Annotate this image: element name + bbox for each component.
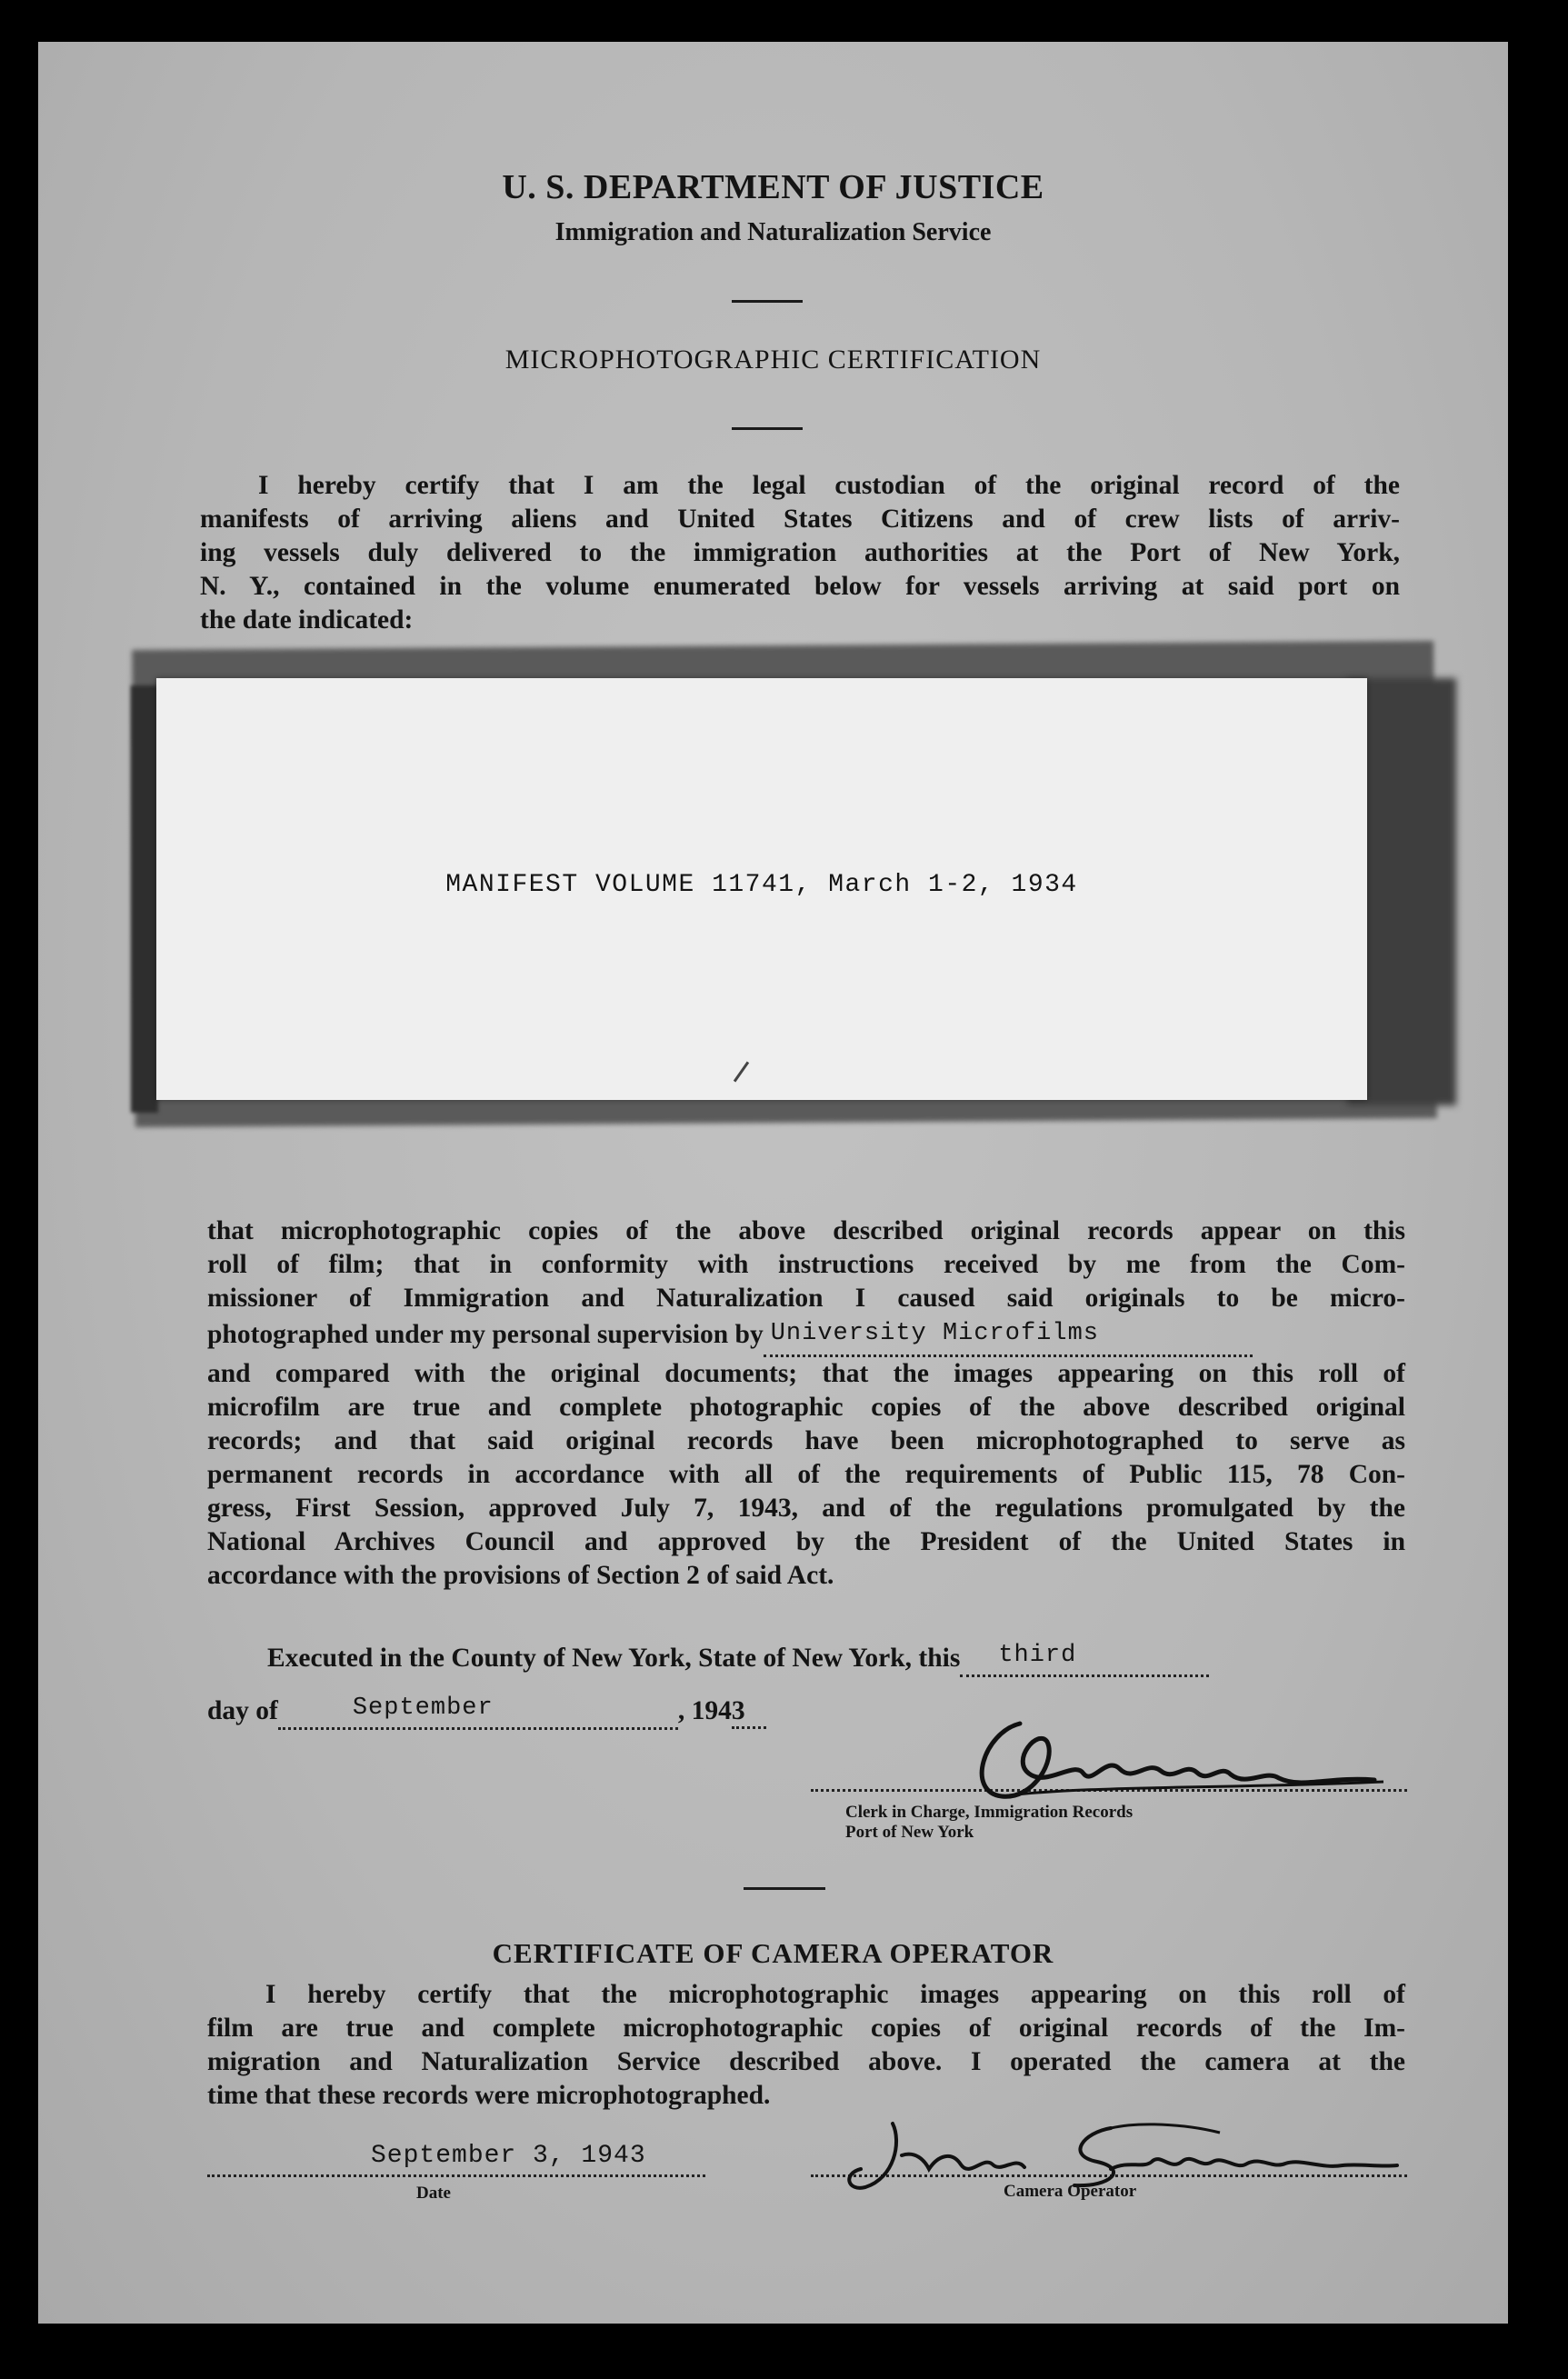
slip-shadow-left [131, 685, 158, 1113]
execution-prefix: Executed in the County of New York, State of New York, this [267, 1644, 961, 1673]
body-paragraph [207, 1214, 1405, 1593]
clerk-title-line: Clerk in Charge, Immigration Records [845, 1803, 1134, 1822]
clerk-title-line: Port of New York [845, 1823, 974, 1842]
certificate-page [38, 42, 1508, 2324]
supervision-prefix: photographed under my personal supervision by [207, 1320, 764, 1349]
date-line [207, 1696, 766, 1730]
supervision-line [207, 1318, 1405, 1357]
operator-date-value: September 3, 1943 [371, 2142, 646, 2170]
paragraph-line: accordance with the provisions of Section 2 of said Act. [207, 1561, 834, 1590]
pencil-mark [734, 1061, 749, 1082]
day-value: third [998, 1642, 1077, 1669]
supervisor-field [764, 1318, 1253, 1357]
paragraph-line: microfilm are true and complete photographic copies of the above described original [207, 1393, 1405, 1422]
date-label: Date [416, 2184, 451, 2203]
paragraph-line: ing vessels duly delivered to the immigration authorities at the Port of New York, [200, 538, 1400, 567]
paragraph-line: migration and Naturalization Service described above. I operated the camera at the [207, 2047, 1405, 2076]
agency-subtitle: Immigration and Naturalization Service [554, 218, 992, 246]
year-digit: 3 [731, 1696, 745, 1725]
year-prefix: , 194 [677, 1696, 732, 1725]
certification-title: MICROPHOTOGRAPHIC CERTIFICATION [504, 345, 1042, 375]
divider [732, 300, 803, 303]
paragraph-line: permanent records in accordance with all of the requirements of Public 115, 78 Con- [207, 1460, 1405, 1489]
paragraph-line: records; and that said original records have been microphotographed to serve as [207, 1426, 1405, 1455]
clerk-title [845, 1803, 1133, 1843]
paragraph-line: the date indicated: [200, 605, 414, 635]
camera-operator-paragraph [207, 1978, 1405, 2113]
month-field [278, 1696, 678, 1730]
paragraph-line: that microphotographic copies of the above described original records appear on this [207, 1216, 1405, 1245]
clerk-signature [947, 1705, 1402, 1805]
month-value: September [352, 1694, 494, 1722]
supervisor-value: University Microfilms [770, 1320, 1099, 1347]
volume-slip [156, 678, 1367, 1100]
camera-operator-label: Camera Operator [1004, 2182, 1137, 2201]
paragraph-line: and compared with the original documents; that the images appearing on this roll of [207, 1359, 1405, 1388]
divider [744, 1887, 825, 1890]
camera-operator-title: CERTIFICATE OF CAMERA OPERATOR [492, 1937, 1054, 1969]
divider [732, 427, 803, 430]
paragraph-line: roll of film; that in conformity with instructions received by me from the Com- [207, 1250, 1405, 1279]
paragraph-line: gress, First Session, approved July 7, 1943, and of the regulations promulgated by the [207, 1494, 1405, 1523]
paragraph-line: N. Y., contained in the volume enumerated below for vessels arriving at said port on [200, 572, 1400, 601]
agency-title: U. S. DEPARTMENT OF JUSTICE [502, 168, 1044, 206]
paragraph-line: film are true and complete microphotographic copies of original records of the Im- [207, 2014, 1405, 2043]
paragraph-line: manifests of arriving aliens and United States Citizens and of crew lists of arriv- [200, 505, 1400, 534]
paragraph-line: I hereby certify that the microphotographic images appearing on this roll of [265, 1980, 1405, 2009]
date-signature-line [207, 2174, 705, 2177]
volume-label: MANIFEST VOLUME 11741, March 1-2, 1934 [445, 871, 1078, 899]
day-field [960, 1644, 1209, 1677]
paragraph-line: National Archives Council and approved by the President of the United States in [207, 1527, 1405, 1556]
year-field [732, 1696, 766, 1729]
intro-paragraph [200, 469, 1400, 637]
day-of-label: day of [207, 1696, 278, 1725]
execution-line [267, 1644, 1209, 1677]
paragraph-line: I hereby certify that I am the legal custodian of the original record of the [258, 471, 1400, 500]
paragraph-line: missioner of Immigration and Naturalization I caused said originals to be micro- [207, 1284, 1405, 1313]
paragraph-line: time that these records were microphotographed. [207, 2081, 771, 2110]
